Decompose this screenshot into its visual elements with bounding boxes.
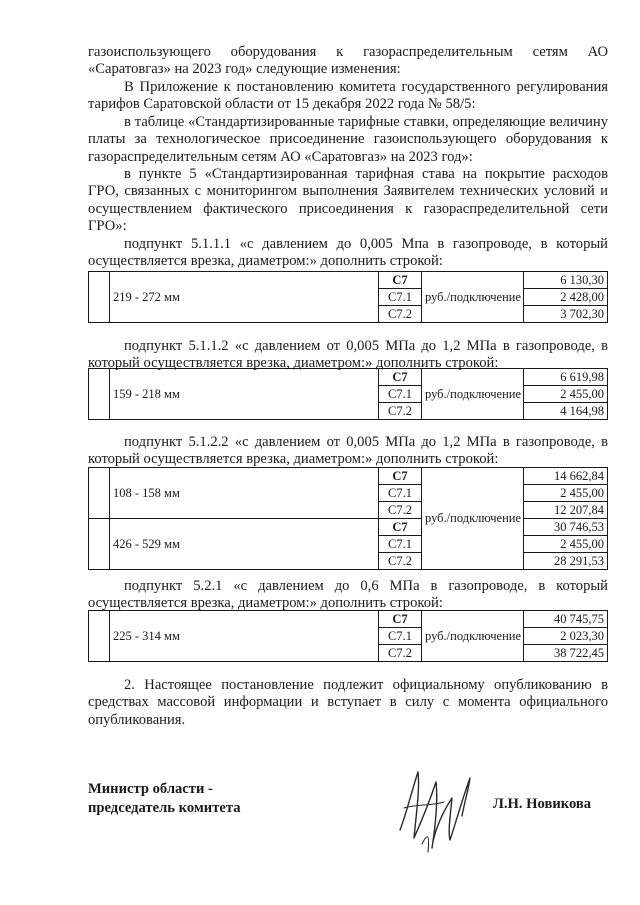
code-cell: С7.2 <box>379 403 422 420</box>
paragraph-publication: 2. Настоящее постановление подлежит официальному опубликованию в средствах массовой информации и вступает в силу с момента официального опубликования. <box>88 677 608 728</box>
value-cell: 4 164,98 <box>524 403 608 420</box>
unit-cell: руб./подключение <box>422 611 524 662</box>
value-cell: 2 023,30 <box>524 628 608 645</box>
paragraph-intro: газоиспользующего оборудования к газораспределительным сетям АО «Саратовгаз» на 2023 год» следующие изменения: <box>88 44 608 78</box>
code-cell: С7 <box>379 272 422 289</box>
value-cell: 40 745,75 <box>524 611 608 628</box>
code-cell: С7.2 <box>379 502 422 519</box>
rate-table-3 <box>88 467 608 570</box>
diameter-range-cell: 219 - 272 мм <box>110 272 379 323</box>
diameter-range-cell: 108 - 158 мм <box>110 468 379 519</box>
table-row <box>89 611 608 628</box>
value-cell: 14 662,84 <box>524 468 608 485</box>
code-cell: С7.2 <box>379 306 422 323</box>
paragraph-subpoint-5-2-1: подпункт 5.2.1 «с давлением до 0,6 МПа в газопроводе, в который осуществляется врезка, диаметром:» дополнить строкой: <box>88 578 608 612</box>
unit-cell: руб./подключение <box>422 468 524 570</box>
value-cell: 2 455,00 <box>524 386 608 403</box>
value-cell: 28 291,53 <box>524 553 608 570</box>
table-row <box>89 272 608 289</box>
rate-table-2 <box>88 368 608 420</box>
signatory-title-line-1: Министр области - <box>88 781 213 797</box>
handwritten-signature <box>392 760 482 860</box>
paragraph-table-ref: в таблице «Стандартизированные тарифные ставки, определяющие величину платы за технологическое присоединение газоиспользующего оборудования к газораспределительным сетям АО «Саратовгаз» на 2023 год»: <box>88 114 608 165</box>
value-cell: 2 428,00 <box>524 289 608 306</box>
paragraph-appendix: В Приложение к постановлению комитета государственного регулирования тарифов Саратовской области от 15 декабря 2022 года № 58/5: <box>88 79 608 113</box>
unit-cell: руб./подключение <box>422 369 524 420</box>
code-cell: С7 <box>379 611 422 628</box>
table-row <box>89 369 608 386</box>
code-cell: С7 <box>379 519 422 536</box>
code-cell: С7 <box>379 468 422 485</box>
code-cell: С7.1 <box>379 628 422 645</box>
rate-table-1 <box>88 271 608 323</box>
code-cell: С7.1 <box>379 536 422 553</box>
code-cell: С7.2 <box>379 645 422 662</box>
value-cell: 3 702,30 <box>524 306 608 323</box>
code-cell: С7.2 <box>379 553 422 570</box>
paragraph-point-5: в пункте 5 «Стандартизированная тарифная става на покрытие расходов ГРО, связанных с мониторингом выполнения Заявителем технических условий и осуществлением фактического присоединения к газораспределительной сети ГРО»: <box>88 166 608 235</box>
value-cell: 6 130,30 <box>524 272 608 289</box>
value-cell: 2 455,00 <box>524 485 608 502</box>
paragraph-subpoint-5-1-1-2: подпункт 5.1.1.2 «с давлением от 0,005 МПа до 1,2 МПа в газопроводе, в который осуществляется врезка, диаметром:» дополнить строкой: <box>88 338 608 372</box>
code-cell: С7 <box>379 369 422 386</box>
code-cell: С7.1 <box>379 289 422 306</box>
code-cell: С7.1 <box>379 386 422 403</box>
table-row <box>89 468 608 485</box>
paragraph-subpoint-5-1-1-1: подпункт 5.1.1.1 «с давлением до 0,005 Мпа в газопроводе, в который осуществляется врезка, диаметром:» дополнить строкой: <box>88 236 608 270</box>
value-cell: 6 619,98 <box>524 369 608 386</box>
value-cell: 30 746,53 <box>524 519 608 536</box>
signatory-title-line-2: председатель комитета <box>88 800 241 816</box>
unit-cell: руб./подключение <box>422 272 524 323</box>
paragraph-subpoint-5-1-2-2: подпункт 5.1.2.2 «с давлением от 0,005 МПа до 1,2 МПа в газопроводе, в который осуществляется врезка, диаметром:» дополнить строкой: <box>88 434 608 468</box>
diameter-range-cell: 159 - 218 мм <box>110 369 379 420</box>
diameter-range-cell: 426 - 529 мм <box>110 519 379 570</box>
rate-table-4 <box>88 610 608 662</box>
value-cell: 2 455,00 <box>524 536 608 553</box>
table-row <box>89 519 608 536</box>
code-cell: С7.1 <box>379 485 422 502</box>
value-cell: 38 722,45 <box>524 645 608 662</box>
signatory-name: Л.Н. Новикова <box>493 796 592 812</box>
diameter-range-cell: 225 - 314 мм <box>110 611 379 662</box>
value-cell: 12 207,84 <box>524 502 608 519</box>
